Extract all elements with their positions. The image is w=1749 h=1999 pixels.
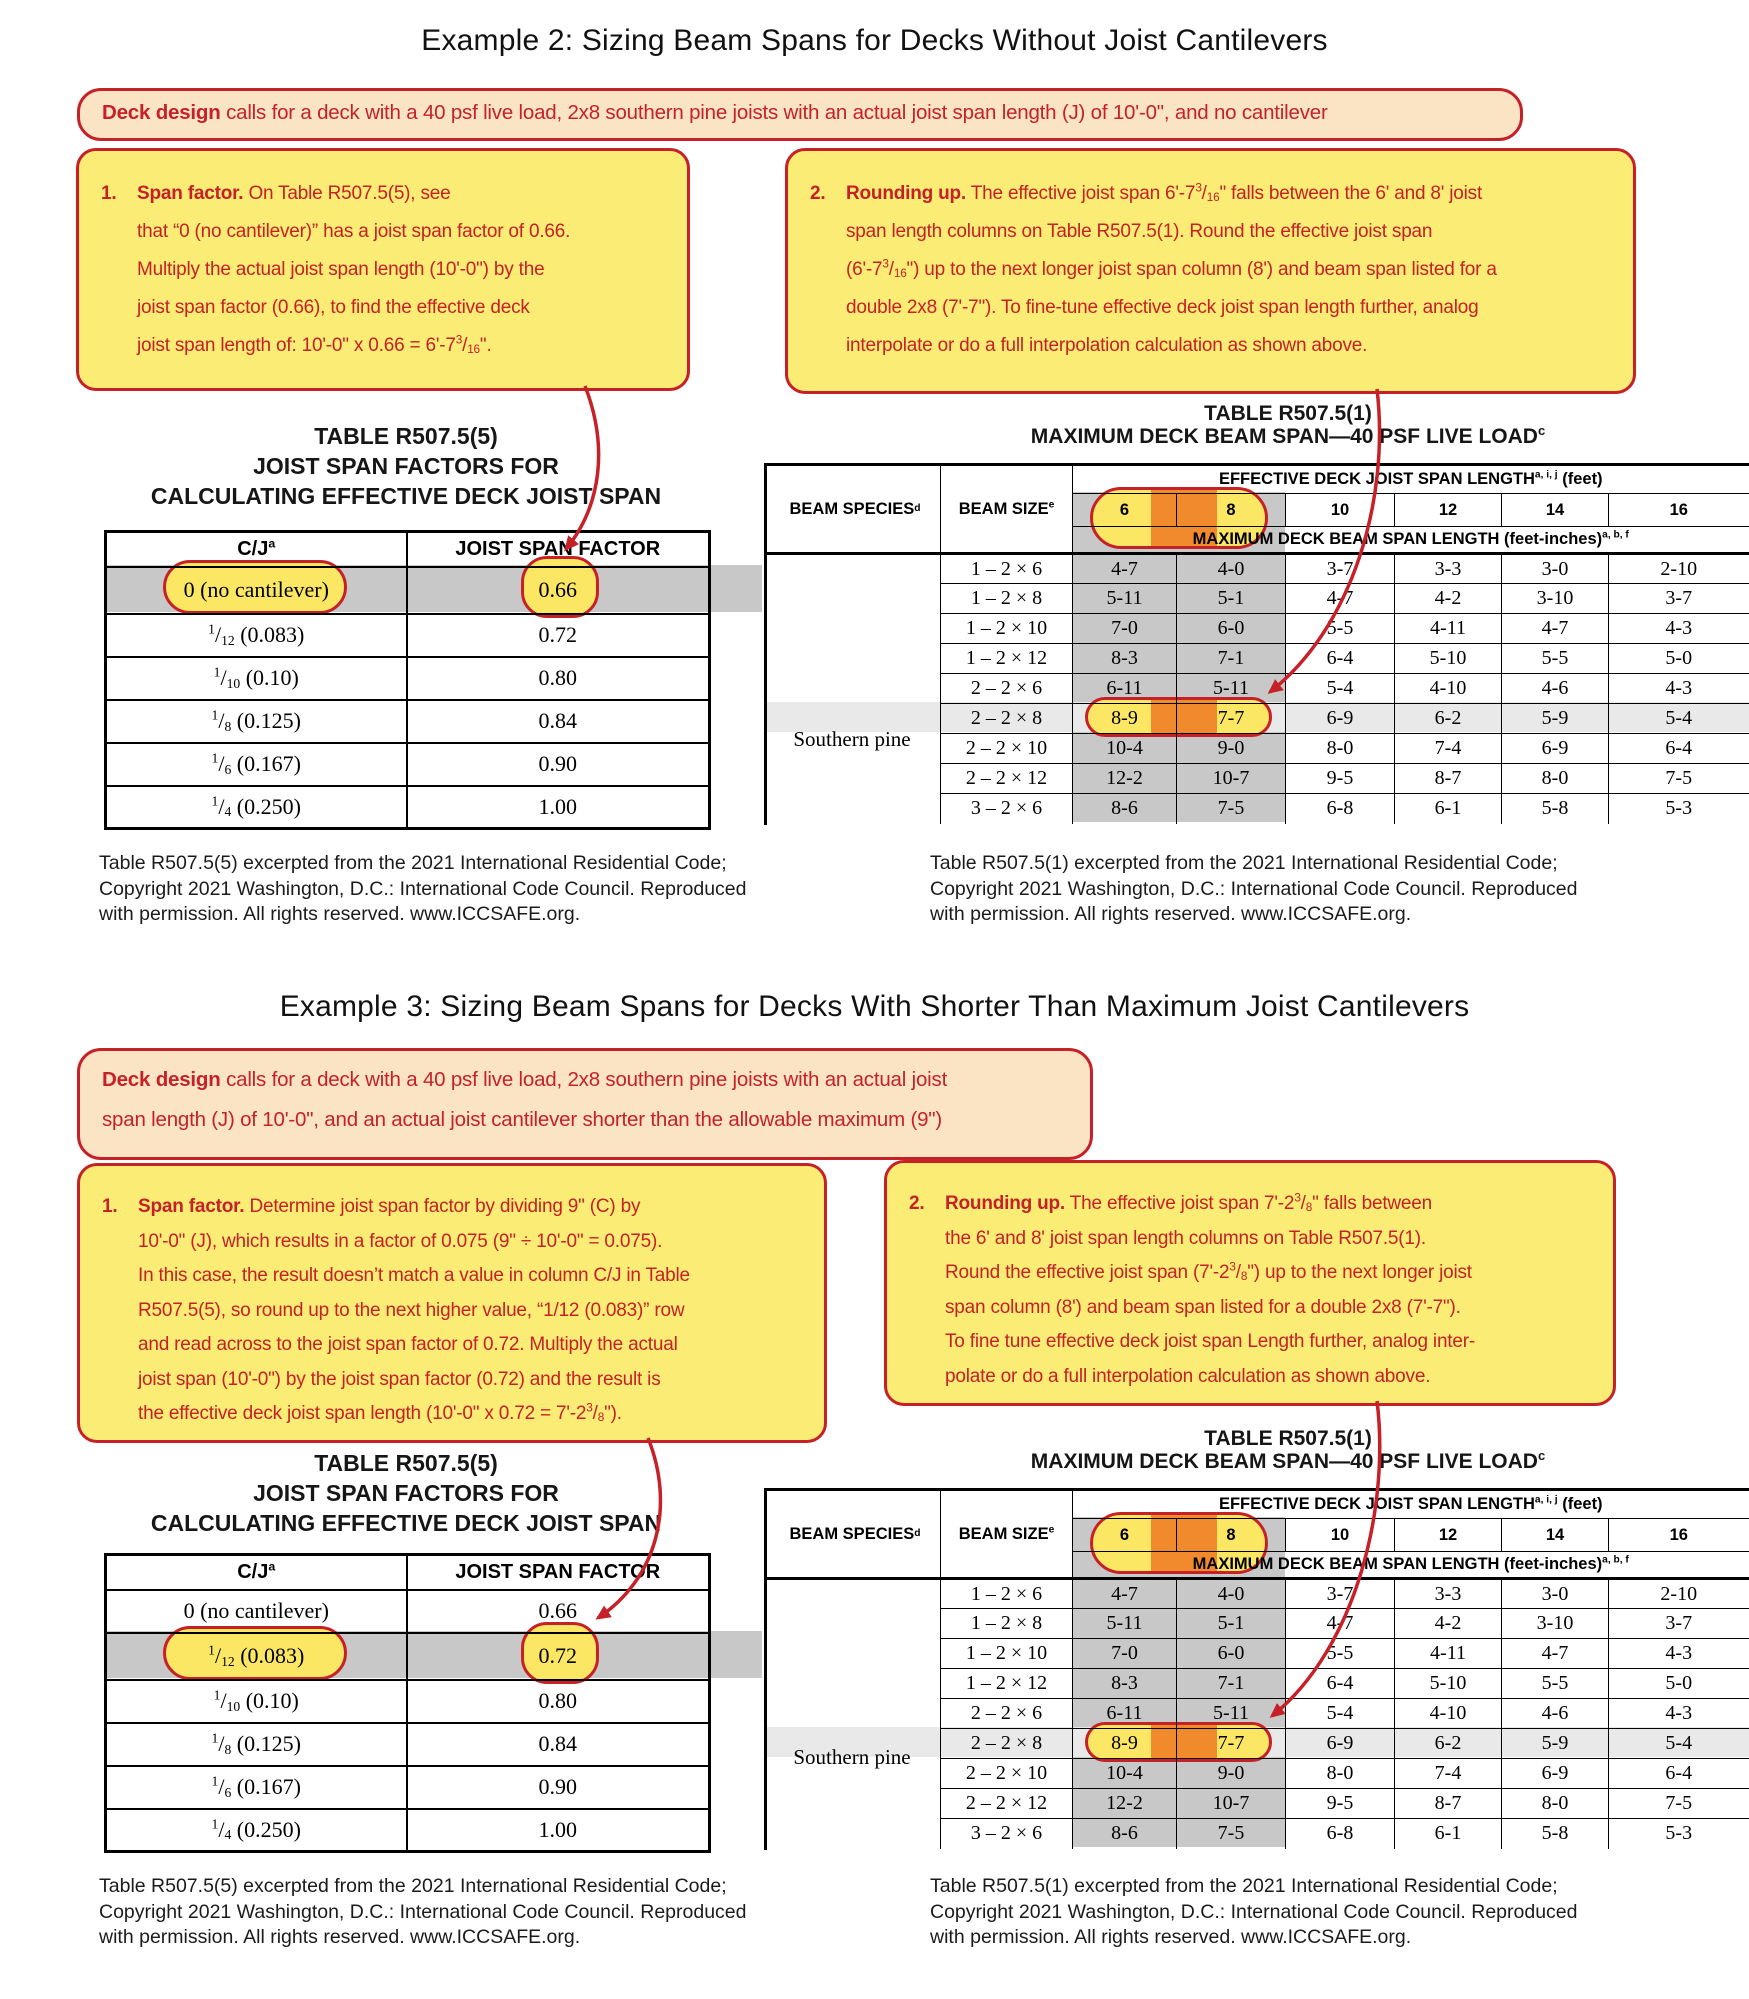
span-cell: 3-7: [1609, 584, 1749, 614]
cj-cell: $^1/_8$ (0.125): [106, 1723, 407, 1766]
span-cell: 4-7: [1286, 584, 1395, 614]
factor-cell: 0.84: [407, 700, 710, 743]
cj-cell: $^1/_6$ (0.167): [106, 743, 407, 786]
example3-callout-rounding-up: [884, 1160, 1616, 1406]
span-cell: 8-6: [1073, 794, 1177, 824]
span-cell: 5-5: [1286, 614, 1395, 644]
callout-text: Rounding up. The effective joist span $6'-7^3/_{16}$" falls between the 6' and 8' joist span length columns on Table R507.5(1). Round the effective joist span $(6'-7^3/_{16}")$ up to the next longer joist span column (8') and beam span listed for a double 2x8 (7'-7"). To fine-tune effective deck joist span length further, analog interpolate or do a full interpolation calculation as shown above.: [846, 181, 1497, 356]
table-header-row: [106, 532, 710, 567]
span-cell: 8-0: [1502, 764, 1609, 794]
span-cell: 8-3: [1073, 1669, 1177, 1699]
deck-design-text: Deck design calls for a deck with a 40 psf live load, 2x8 southern pine joists with an actual joist span length (J) of 10'-0", and an actual joist cantilever shorter than the allowable maximum (9"): [102, 1068, 948, 1131]
table-row: [106, 1723, 710, 1766]
span-cell: 4-3: [1609, 1639, 1749, 1669]
column-header-size: BEAM SIZE$^e$: [941, 465, 1073, 554]
span-col-10: 10: [1286, 1519, 1395, 1552]
span-cell: 9-0: [1177, 1759, 1286, 1789]
table-row: [106, 567, 710, 614]
span-cell: 4-3: [1609, 1699, 1749, 1729]
span-cell: 2-10: [1609, 554, 1749, 584]
span-col-16: 16: [1609, 1519, 1749, 1552]
table-header-row: [106, 1555, 710, 1590]
span-cell: 8-0: [1286, 734, 1395, 764]
column-header-cj: $C/J^a$: [106, 532, 407, 567]
table-row: [941, 1819, 1749, 1849]
span-cell: 12-2: [1073, 1789, 1177, 1819]
table-row: [941, 644, 1749, 674]
span-cell: 5-4: [1286, 674, 1395, 704]
table-row: [106, 1766, 710, 1809]
beam-table-caption: Table R507.5(1) excerpted from the 2021 International Residential Code; Copyright 2021 Washington, D.C.: International Code Council. Reproduced with permission. All rights reserved. www.ICCSAFE.org.: [930, 1875, 1578, 1948]
table-row: [941, 1699, 1749, 1729]
joist-span-factor-table: [104, 530, 711, 830]
span-cell: 6-2: [1395, 1729, 1502, 1759]
beam-table-title: TABLE R507.5(1) MAXIMUM DECK BEAM SPAN—40 PSF LIVE LOAD$^c$: [1030, 1427, 1546, 1473]
table-row: [106, 614, 710, 657]
span-length-header: EFFECTIVE DECK JOIST SPAN LENGTH$^{a, i, j}$ (feet): [1073, 1490, 1749, 1519]
span-cell: 6-4: [1286, 1669, 1395, 1699]
span-cell: 4-10: [1395, 1699, 1502, 1729]
span-cell: 4-6: [1502, 1699, 1609, 1729]
factor-cell: 0.90: [407, 743, 710, 786]
span-cell: 7-5: [1609, 764, 1749, 794]
span-cell: 6-11: [1073, 674, 1177, 704]
beam-size-cell: 2 – 2 × 6: [941, 674, 1073, 704]
span-cell: 7-0: [1073, 614, 1177, 644]
span-cell: 8-7: [1395, 1789, 1502, 1819]
table-row: [941, 734, 1749, 764]
span-cell: 5-1: [1177, 1609, 1286, 1639]
column-header-size: BEAM SIZE$^e$: [941, 1490, 1073, 1579]
span-cell: 7-5: [1177, 1819, 1286, 1849]
span-cell: 4-7: [1502, 614, 1609, 644]
span-cell: 5-3: [1609, 1819, 1749, 1849]
cj-cell: $^1/_{10}$ (0.10): [106, 657, 407, 700]
cj-cell: $^1/_{12}$ (0.083): [106, 1633, 407, 1680]
cj-cell: $^1/_4$ (0.250): [106, 1809, 407, 1852]
beam-size-cell: 2 – 2 × 10: [941, 734, 1073, 764]
species-label: Southern pine: [793, 727, 911, 751]
span-cell: 4-0: [1177, 554, 1286, 584]
span-cell: 4-10: [1395, 674, 1502, 704]
callout-text: Span factor. On Table R507.5(5), see that “0 (no cantilever)” has a joist span factor of 0.66. Multiply the actual joist span length (10'-0") by the joist span factor (0.66), to find the effective deck joist span length of: 10'-0" x $0.66 = 6'-7^3/_{16}$".: [137, 183, 571, 357]
span-col-16: 16: [1609, 494, 1749, 527]
factor-cell: 0.80: [407, 1680, 710, 1723]
span-cell: 3-10: [1502, 584, 1609, 614]
span-col-14: 14: [1502, 1519, 1609, 1552]
span-cell: 5-3: [1609, 794, 1749, 824]
span-cell: 9-0: [1177, 734, 1286, 764]
cj-cell: $^1/_{10}$ (0.10): [106, 1680, 407, 1723]
callout-number: 2.: [810, 183, 826, 204]
span-cell: 7-1: [1177, 1669, 1286, 1699]
callout-number: 1.: [101, 183, 117, 204]
example3-title: Example 3: Sizing Beam Spans for Decks With Shorter Than Maximum Joist Cantilevers: [279, 990, 1470, 1023]
span-cell: 5-1: [1177, 584, 1286, 614]
cj-cell: 0 (no cantilever): [106, 567, 407, 614]
cj-cell: $^1/_8$ (0.125): [106, 700, 407, 743]
table-row: [106, 657, 710, 700]
span-cell: 4-3: [1609, 614, 1749, 644]
span-cell: 10-7: [1177, 1789, 1286, 1819]
table-row: [941, 1669, 1749, 1699]
span-cell: 5-4: [1609, 1729, 1749, 1759]
factor-cell: 0.80: [407, 657, 710, 700]
beam-size-cell: 1 – 2 × 10: [941, 1639, 1073, 1669]
table-row: [941, 1579, 1749, 1609]
span-cell: 6-9: [1502, 734, 1609, 764]
factor-table-title: TABLE R507.5(5) JOIST SPAN FACTORS FOR CALCULATING EFFECTIVE DECK JOIST SPAN: [150, 1450, 662, 1536]
max-deck-beam-span-table: [940, 463, 1749, 824]
beam-size-cell: 1 – 2 × 12: [941, 644, 1073, 674]
beam-size-cell: 2 – 2 × 10: [941, 1759, 1073, 1789]
span-cell: 3-0: [1502, 554, 1609, 584]
span-cell: 5-10: [1395, 1669, 1502, 1699]
span-cell: 6-4: [1609, 1759, 1749, 1789]
span-cell: 3-7: [1286, 1579, 1395, 1609]
span-cell: 4-11: [1395, 1639, 1502, 1669]
callout-number: 1.: [102, 1196, 118, 1217]
span-cell: 7-5: [1177, 794, 1286, 824]
span-cell: 5-5: [1286, 1639, 1395, 1669]
column-header-factor: JOIST SPAN FACTOR: [407, 532, 710, 567]
span-cell: 4-7: [1073, 1579, 1177, 1609]
span-cell: 7-7: [1177, 1729, 1286, 1759]
span-cell: 6-4: [1609, 734, 1749, 764]
span-cell: 4-7: [1286, 1609, 1395, 1639]
span-cell: 6-1: [1395, 794, 1502, 824]
factor-cell: 1.00: [407, 1809, 710, 1852]
beam-size-cell: 1 – 2 × 12: [941, 1669, 1073, 1699]
beam-size-cell: 1 – 2 × 8: [941, 1609, 1073, 1639]
table-row: [106, 743, 710, 786]
factor-cell: 0.72: [407, 614, 710, 657]
span-cell: 9-5: [1286, 1789, 1395, 1819]
callout-number: 2.: [909, 1193, 925, 1214]
factor-cell: 0.72: [407, 1633, 710, 1680]
span-cell: 5-10: [1395, 644, 1502, 674]
span-cell: 4-2: [1395, 584, 1502, 614]
span-cell: 5-11: [1073, 584, 1177, 614]
joist-span-factor-table: [104, 1553, 711, 1853]
span-cell: 5-8: [1502, 1819, 1609, 1849]
span-cell: 8-3: [1073, 644, 1177, 674]
factor-cell: 0.66: [407, 1590, 710, 1633]
span-cell: 6-0: [1177, 614, 1286, 644]
span-cell: 3-10: [1502, 1609, 1609, 1639]
table-row: [941, 554, 1749, 584]
factor-cell: 1.00: [407, 786, 710, 829]
table-row: [941, 1759, 1749, 1789]
beam-size-cell: 2 – 2 × 8: [941, 704, 1073, 734]
span-cell: 10-7: [1177, 764, 1286, 794]
span-cell: 5-5: [1502, 644, 1609, 674]
span-cell: 8-0: [1502, 1789, 1609, 1819]
factor-table-title: TABLE R507.5(5) JOIST SPAN FACTORS FOR CALCULATING EFFECTIVE DECK JOIST SPAN: [150, 423, 662, 509]
span-cell: 6-0: [1177, 1639, 1286, 1669]
span-cell: 8-9: [1073, 704, 1177, 734]
example3-deck-design-note: [77, 1048, 1093, 1160]
table-row: [941, 1789, 1749, 1819]
example2-title: Example 2: Sizing Beam Spans for Decks Without Joist Cantilevers: [421, 24, 1328, 57]
column-header-species: BEAM SPECIES d: [767, 466, 943, 555]
span-cell: 6-9: [1286, 1729, 1395, 1759]
deck-design-text: Deck design calls for a deck with a 40 psf live load, 2x8 southern pine joists with an actual joist span length (J) of 10'-0", and no cantilever: [102, 101, 1328, 124]
factor-cell: 0.84: [407, 1723, 710, 1766]
beam-size-cell: 3 – 2 × 6: [941, 794, 1073, 824]
span-cell: 3-0: [1502, 1579, 1609, 1609]
cj-cell: $^1/_4$ (0.250): [106, 786, 407, 829]
table-header-row: [941, 1490, 1749, 1519]
span-cell: 5-11: [1177, 674, 1286, 704]
beam-size-cell: 1 – 2 × 8: [941, 584, 1073, 614]
table-row: [941, 704, 1749, 734]
span-cell: 12-2: [1073, 764, 1177, 794]
table-row: [106, 1633, 710, 1680]
table-row: [941, 764, 1749, 794]
beam-span-subheader: MAXIMUM DECK BEAM SPAN LENGTH (feet-inches)$^{a, b, f}$: [1073, 527, 1749, 554]
span-cell: 7-7: [1177, 704, 1286, 734]
example2-deck-design-note: [77, 88, 1523, 141]
span-cell: 10-4: [1073, 1759, 1177, 1789]
span-cell: 5-8: [1502, 794, 1609, 824]
span-cell: 2-10: [1609, 1579, 1749, 1609]
span-cell: 4-3: [1609, 674, 1749, 704]
table-row: [941, 1639, 1749, 1669]
span-cell: 4-11: [1395, 614, 1502, 644]
beam-span-subheader: MAXIMUM DECK BEAM SPAN LENGTH (feet-inches)$^{a, b, f}$: [1073, 1552, 1749, 1579]
factor-table-caption: Table R507.5(5) excerpted from the 2021 International Residential Code; Copyright 2021 Washington, D.C.: International Code Council. Reproduced with permission. All rights reserved. www.ICCSAFE.org.: [99, 852, 747, 925]
span-cell: 5-5: [1502, 1669, 1609, 1699]
span-cell: 5-4: [1286, 1699, 1395, 1729]
column-header-species: BEAM SPECIES d: [767, 1491, 943, 1580]
span-cell: 6-8: [1286, 794, 1395, 824]
cj-cell: $^1/_6$ (0.167): [106, 1766, 407, 1809]
beam-size-cell: 1 – 2 × 6: [941, 1579, 1073, 1609]
span-cell: 5-11: [1073, 1609, 1177, 1639]
span-cell: 7-5: [1609, 1789, 1749, 1819]
callout-text: Rounding up. The effective joist span $7'-2^3/_8$" falls between the 6' and 8' joist span length columns on Table R507.5(1). Round the effective joist span $(7'-2^3/_8")$ up to the next longer joist span column (8') and beam span listed for a double 2x8 (7'-7"). To fine tune effective deck joist span Length further, analog inter- polate or do a full interpolation calculation as shown above.: [945, 1191, 1476, 1387]
table-row: [941, 794, 1749, 824]
span-cell: 4-0: [1177, 1579, 1286, 1609]
table-header-row: [941, 465, 1749, 494]
beam-size-cell: 3 – 2 × 6: [941, 1819, 1073, 1849]
beam-size-cell: 1 – 2 × 10: [941, 614, 1073, 644]
table-row: [106, 786, 710, 829]
span-cell: 4-7: [1502, 1639, 1609, 1669]
beam-size-cell: 1 – 2 × 6: [941, 554, 1073, 584]
column-header-factor: JOIST SPAN FACTOR: [407, 1555, 710, 1590]
beam-size-cell: 2 – 2 × 6: [941, 1699, 1073, 1729]
span-cell: 8-6: [1073, 1819, 1177, 1849]
beam-table-title: TABLE R507.5(1) MAXIMUM DECK BEAM SPAN—40 PSF LIVE LOAD$^c$: [1030, 402, 1546, 448]
span-cell: 6-8: [1286, 1819, 1395, 1849]
table-row: [106, 700, 710, 743]
span-cell: 3-3: [1395, 1579, 1502, 1609]
span-cell: 8-0: [1286, 1759, 1395, 1789]
span-cell: 7-4: [1395, 1759, 1502, 1789]
span-cell: 5-4: [1609, 704, 1749, 734]
factor-cell: 0.66: [407, 567, 710, 614]
span-cell: 7-1: [1177, 644, 1286, 674]
span-col-8: 8: [1177, 1519, 1286, 1552]
span-cell: 3-7: [1286, 554, 1395, 584]
span-cell: 5-11: [1177, 1699, 1286, 1729]
span-cell: 5-9: [1502, 704, 1609, 734]
span-cell: 6-11: [1073, 1699, 1177, 1729]
span-cell: 6-2: [1395, 704, 1502, 734]
cj-cell: 0 (no cantilever): [106, 1590, 407, 1633]
span-col-14: 14: [1502, 494, 1609, 527]
column-header-cj: $C/J^a$: [106, 1555, 407, 1590]
beam-species-column: [764, 463, 943, 825]
example2-callout-span-factor: [76, 148, 690, 391]
span-length-header: EFFECTIVE DECK JOIST SPAN LENGTH$^{a, i, j}$ (feet): [1073, 465, 1749, 494]
span-cell: 5-0: [1609, 644, 1749, 674]
table-row: [106, 1680, 710, 1723]
example2-callout-rounding-up: [785, 148, 1636, 394]
table-row: [941, 614, 1749, 644]
span-cell: 8-7: [1395, 764, 1502, 794]
span-cell: 6-4: [1286, 644, 1395, 674]
factor-table-caption: Table R507.5(5) excerpted from the 2021 International Residential Code; Copyright 2021 Washington, D.C.: International Code Council. Reproduced with permission. All rights reserved. www.ICCSAFE.org.: [99, 1875, 747, 1948]
species-label: Southern pine: [793, 1745, 911, 1769]
span-col-12: 12: [1395, 494, 1502, 527]
table-row: [941, 1729, 1749, 1759]
beam-species-column: [764, 1488, 943, 1850]
span-cell: 6-1: [1395, 1819, 1502, 1849]
span-cell: 7-4: [1395, 734, 1502, 764]
beam-size-cell: 2 – 2 × 8: [941, 1729, 1073, 1759]
beam-size-cell: 2 – 2 × 12: [941, 764, 1073, 794]
span-cell: 5-9: [1502, 1729, 1609, 1759]
span-cell: 5-0: [1609, 1669, 1749, 1699]
span-cell: 7-0: [1073, 1639, 1177, 1669]
span-cell: 4-2: [1395, 1609, 1502, 1639]
beam-table-caption: Table R507.5(1) excerpted from the 2021 International Residential Code; Copyright 2021 Washington, D.C.: International Code Council. Reproduced with permission. All rights reserved. www.ICCSAFE.org.: [930, 852, 1578, 925]
span-cell: 3-3: [1395, 554, 1502, 584]
table-row: [941, 584, 1749, 614]
span-cell: 4-7: [1073, 554, 1177, 584]
example3-callout-span-factor: [77, 1163, 827, 1443]
span-cell: 4-6: [1502, 674, 1609, 704]
span-cell: 9-5: [1286, 764, 1395, 794]
span-col-6: 6: [1073, 494, 1177, 527]
span-cell: 6-9: [1286, 704, 1395, 734]
table-row: [941, 674, 1749, 704]
span-col-8: 8: [1177, 494, 1286, 527]
span-cell: 6-9: [1502, 1759, 1609, 1789]
cj-cell: $^1/_{12}$ (0.083): [106, 614, 407, 657]
span-cell: 10-4: [1073, 734, 1177, 764]
span-cell: 8-9: [1073, 1729, 1177, 1759]
callout-text: Span factor. Determine joist span factor by dividing 9" (C) by 10'-0" (J), which results in a factor of 0.075 (9" ÷ 10'-0" = 0.075). In this case, the result doesn’t match a value in column C/J in Table R507.5(5), so round up to the next higher value, “1/12 (0.083)” row and read across to the joist span factor of 0.72. Multiply the actual joist span (10'-0") by the joist span factor (0.72) and the result is the effective deck joist span length (10'-0" x $0.72 = 7'-2^3/_8$").: [138, 1196, 690, 1425]
span-cell: 3-7: [1609, 1609, 1749, 1639]
span-col-10: 10: [1286, 494, 1395, 527]
factor-cell: 0.90: [407, 1766, 710, 1809]
span-col-12: 12: [1395, 1519, 1502, 1552]
table-row: [941, 1609, 1749, 1639]
table-row: [106, 1590, 710, 1633]
span-col-6: 6: [1073, 1519, 1177, 1552]
max-deck-beam-span-table: [940, 1488, 1749, 1849]
table-row: [106, 1809, 710, 1852]
beam-size-cell: 2 – 2 × 12: [941, 1789, 1073, 1819]
